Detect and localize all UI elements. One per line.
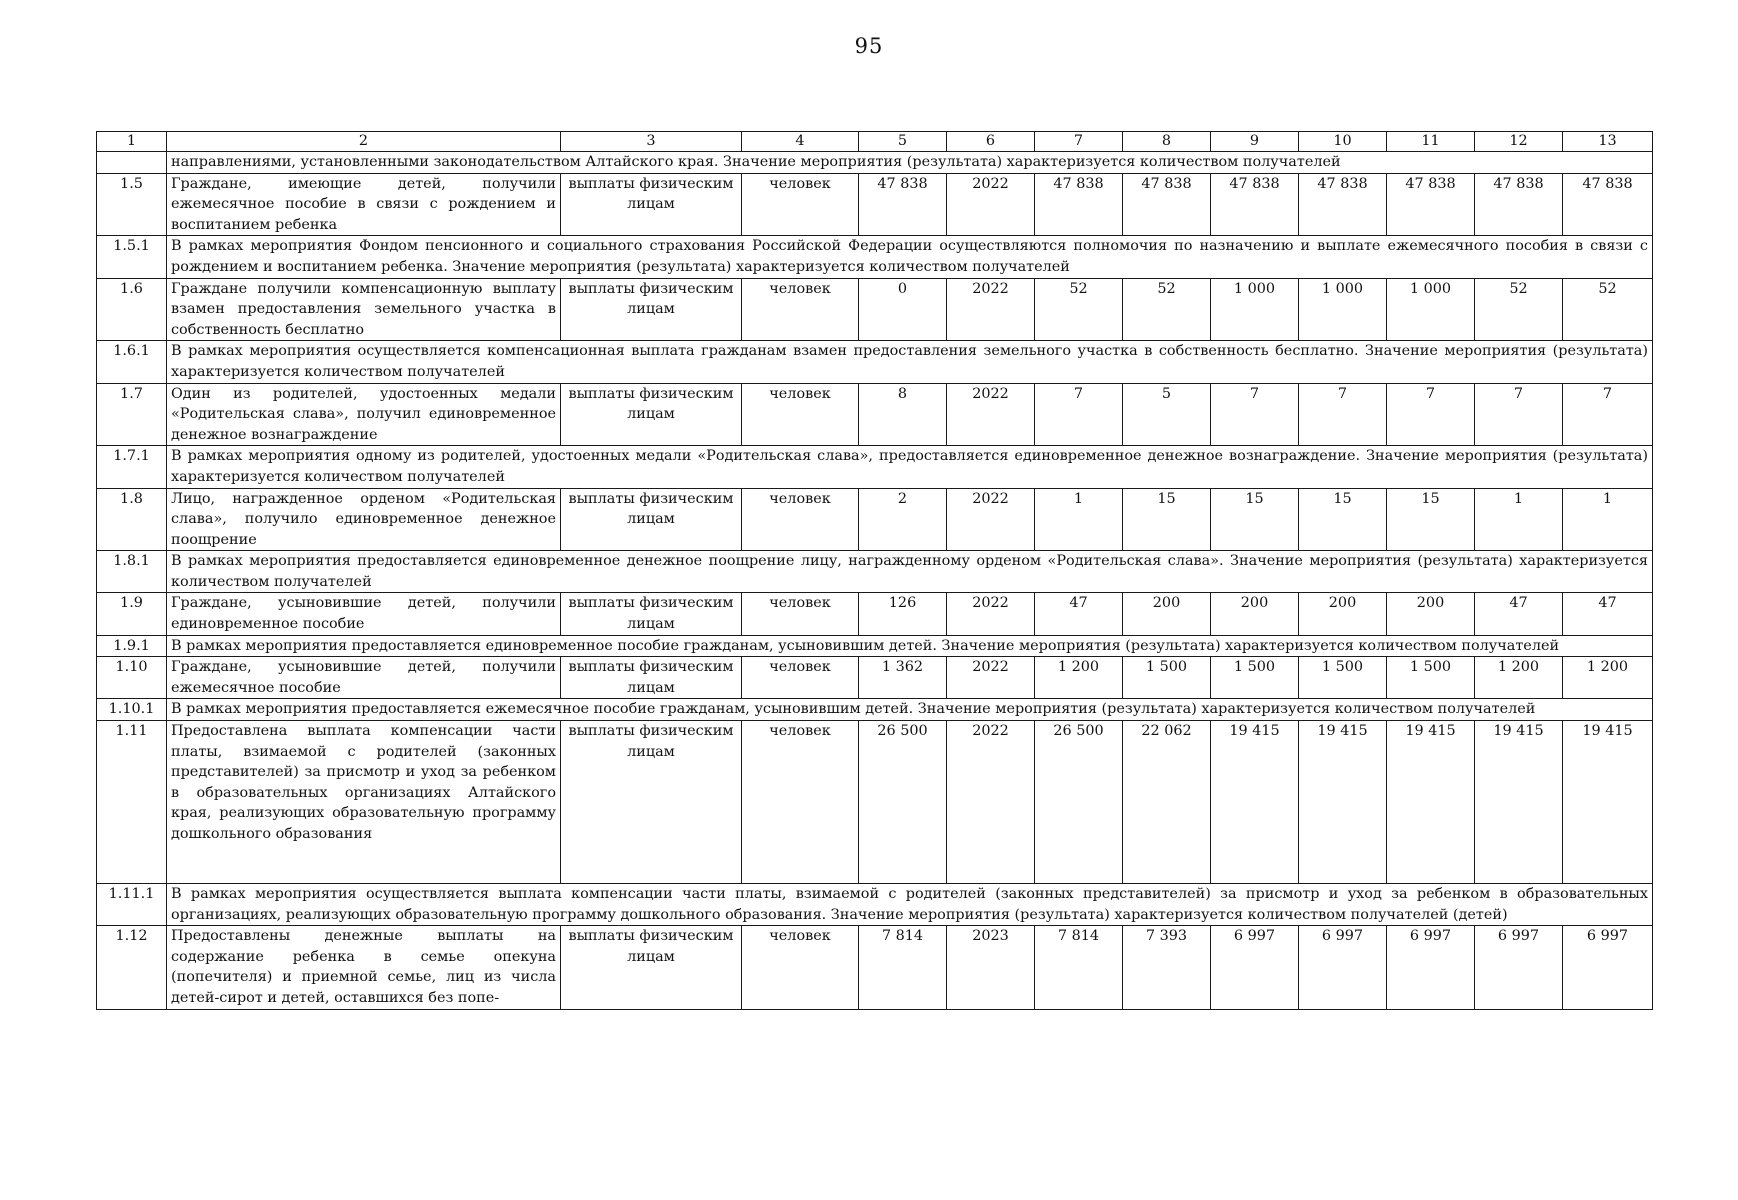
value-cell: 47 838 bbox=[1123, 173, 1211, 236]
value-cell: 6 997 bbox=[1387, 926, 1475, 1009]
note-number: 1.11.1 bbox=[97, 884, 167, 926]
value-cell: 19 415 bbox=[1475, 721, 1563, 884]
row-number: 1.5 bbox=[97, 173, 167, 236]
value-cell: 200 bbox=[1211, 593, 1299, 635]
indicator-name: Граждане, усыновившие детей, получили единовременное пособие bbox=[167, 593, 561, 635]
unit: человек bbox=[742, 278, 859, 341]
value-cell: 200 bbox=[1387, 593, 1475, 635]
row-number: 1.8 bbox=[97, 488, 167, 551]
value-cell: 7 bbox=[1475, 383, 1563, 446]
payment-type: выплаты физическим лицам bbox=[561, 383, 742, 446]
indicator-name: Предоставлены денежные выплаты на содержание ребенка в семье опекуна (попечителя) и приемной семье, лиц из числа детей-сирот и детей, оставшихся без попе- bbox=[167, 926, 561, 1009]
value-cell: 47 838 bbox=[1563, 173, 1653, 236]
payment-type: выплаты физическим лицам bbox=[561, 173, 742, 236]
value-cell: 200 bbox=[1123, 593, 1211, 635]
value-cell: 6 997 bbox=[1475, 926, 1563, 1009]
indicator-name: Лицо, награжденное орденом «Родительская слава», получило единовременное денежное поощрение bbox=[167, 488, 561, 551]
note-row bbox=[97, 446, 1653, 488]
column-header: 6 bbox=[947, 132, 1035, 152]
value-cell: 7 bbox=[1387, 383, 1475, 446]
value-cell: 6 997 bbox=[1211, 926, 1299, 1009]
value-cell: 1 000 bbox=[1299, 278, 1387, 341]
row-number: 1.7 bbox=[97, 383, 167, 446]
value-cell: 200 bbox=[1299, 593, 1387, 635]
empty-cell bbox=[97, 152, 167, 174]
column-header: 8 bbox=[1123, 132, 1211, 152]
value-cell: 47 bbox=[1035, 593, 1123, 635]
note-number: 1.8.1 bbox=[97, 551, 167, 593]
value-cell: 1 000 bbox=[1387, 278, 1475, 341]
indicator-name: Граждане получили компенсационную выплату взамен предоставления земельного участка в собственность бесплатно bbox=[167, 278, 561, 341]
value-cell: 1 200 bbox=[1475, 657, 1563, 699]
note-row bbox=[97, 884, 1653, 926]
note-row bbox=[97, 551, 1653, 593]
note-number: 1.10.1 bbox=[97, 699, 167, 721]
value-cell: 15 bbox=[1387, 488, 1475, 551]
value-cell: 5 bbox=[1123, 383, 1211, 446]
column-header: 12 bbox=[1475, 132, 1563, 152]
unit: человек bbox=[742, 721, 859, 884]
table-row bbox=[97, 488, 1653, 551]
payment-type: выплаты физическим лицам bbox=[561, 278, 742, 341]
value-cell: 1 362 bbox=[859, 657, 947, 699]
value-cell: 2023 bbox=[947, 926, 1035, 1009]
row-number: 1.10 bbox=[97, 657, 167, 699]
unit: человек bbox=[742, 488, 859, 551]
intro-note-row bbox=[97, 152, 1653, 174]
value-cell: 2022 bbox=[947, 657, 1035, 699]
value-cell: 15 bbox=[1211, 488, 1299, 551]
table-row bbox=[97, 593, 1653, 635]
value-cell: 15 bbox=[1123, 488, 1211, 551]
column-header: 11 bbox=[1387, 132, 1475, 152]
note-number: 1.5.1 bbox=[97, 236, 167, 278]
value-cell: 1 000 bbox=[1211, 278, 1299, 341]
note-text: В рамках мероприятия предоставляется единовременное денежное поощрение лицу, награжденному орденом «Родительская слава». Значение мероприятия (результата) характеризуется количеством получателей bbox=[167, 551, 1653, 593]
value-cell: 1 500 bbox=[1387, 657, 1475, 699]
value-cell: 1 500 bbox=[1211, 657, 1299, 699]
value-cell: 2022 bbox=[947, 383, 1035, 446]
value-cell: 47 838 bbox=[1475, 173, 1563, 236]
column-header: 4 bbox=[742, 132, 859, 152]
table-row bbox=[97, 278, 1653, 341]
note-row bbox=[97, 635, 1653, 657]
column-header: 3 bbox=[561, 132, 742, 152]
unit: человек bbox=[742, 173, 859, 236]
value-cell: 2022 bbox=[947, 721, 1035, 884]
value-cell: 8 bbox=[859, 383, 947, 446]
value-cell: 47 838 bbox=[1299, 173, 1387, 236]
note-text: В рамках мероприятия одному из родителей, удостоенных медали «Родительская слава», предоставляется единовременное денежное вознаграждение. Значение мероприятия (результата) характеризуется количеством получателей bbox=[167, 446, 1653, 488]
value-cell: 52 bbox=[1475, 278, 1563, 341]
value-cell: 7 814 bbox=[1035, 926, 1123, 1009]
value-cell: 126 bbox=[859, 593, 947, 635]
indicator-name: Граждане, имеющие детей, получили ежемесячное пособие в связи с рождением и воспитанием ребенка bbox=[167, 173, 561, 236]
column-number-row bbox=[97, 132, 1653, 152]
value-cell: 0 bbox=[859, 278, 947, 341]
value-cell: 6 997 bbox=[1563, 926, 1653, 1009]
note-number: 1.6.1 bbox=[97, 341, 167, 383]
note-text: В рамках мероприятия Фондом пенсионного и социального страхования Российской Федерации осуществляются полномочия по назначению и выплате ежемесячного пособия в связи с рождением и воспитанием ребенка. Значение мероприятия (результата) характеризуется количеством получателей bbox=[167, 236, 1653, 278]
value-cell: 19 415 bbox=[1299, 721, 1387, 884]
note-row bbox=[97, 341, 1653, 383]
row-number: 1.12 bbox=[97, 926, 167, 1009]
indicator-name: Граждане, усыновившие детей, получили ежемесячное пособие bbox=[167, 657, 561, 699]
column-header: 9 bbox=[1211, 132, 1299, 152]
value-cell: 7 bbox=[1035, 383, 1123, 446]
payment-type: выплаты физическим лицам bbox=[561, 926, 742, 1009]
value-cell: 1 bbox=[1475, 488, 1563, 551]
value-cell: 47 838 bbox=[1387, 173, 1475, 236]
row-number: 1.11 bbox=[97, 721, 167, 884]
note-text: В рамках мероприятия осуществляется компенсационная выплата гражданам взамен предоставления земельного участка в собственность бесплатно. Значение мероприятия (результата) характеризуется количеством получателей bbox=[167, 341, 1653, 383]
table-row bbox=[97, 721, 1653, 884]
value-cell: 22 062 bbox=[1123, 721, 1211, 884]
intro-note: направлениями, установленными законодательством Алтайского края. Значение мероприятия (результата) характеризуется количеством получателей bbox=[167, 152, 1653, 174]
page-number: 95 bbox=[854, 34, 884, 58]
payment-type: выплаты физическим лицам bbox=[561, 593, 742, 635]
value-cell: 1 bbox=[1563, 488, 1653, 551]
indicator-name: Предоставлена выплата компенсации части платы, взимаемой с родителей (законных представителей) за присмотр и уход за ребенком в образовательных организациях Алтайского края, реализующих образовательную программу дошкольного образования bbox=[167, 721, 561, 884]
column-header: 10 bbox=[1299, 132, 1387, 152]
note-text: В рамках мероприятия осуществляется выплата компенсации части платы, взимаемой с родителей (законных представителей) за присмотр и уход за ребенком в образовательных организациях, реализующих образовательную программу дошкольного образования. Значение мероприятия (результата) характеризуется количеством получателей (детей) bbox=[167, 884, 1653, 926]
column-header: 7 bbox=[1035, 132, 1123, 152]
row-number: 1.6 bbox=[97, 278, 167, 341]
column-header: 2 bbox=[167, 132, 561, 152]
value-cell: 47 838 bbox=[1211, 173, 1299, 236]
table-row bbox=[97, 926, 1653, 1009]
value-cell: 7 bbox=[1211, 383, 1299, 446]
value-cell: 2022 bbox=[947, 278, 1035, 341]
value-cell: 7 393 bbox=[1123, 926, 1211, 1009]
value-cell: 26 500 bbox=[1035, 721, 1123, 884]
value-cell: 15 bbox=[1299, 488, 1387, 551]
value-cell: 47 bbox=[1475, 593, 1563, 635]
note-row bbox=[97, 236, 1653, 278]
column-header: 13 bbox=[1563, 132, 1653, 152]
value-cell: 2022 bbox=[947, 173, 1035, 236]
value-cell: 47 838 bbox=[1035, 173, 1123, 236]
value-cell: 47 838 bbox=[859, 173, 947, 236]
table-row bbox=[97, 383, 1653, 446]
indicators-table bbox=[96, 131, 1653, 1010]
note-number: 1.9.1 bbox=[97, 635, 167, 657]
value-cell: 2022 bbox=[947, 593, 1035, 635]
value-cell: 47 bbox=[1563, 593, 1653, 635]
unit: человек bbox=[742, 383, 859, 446]
value-cell: 7 814 bbox=[859, 926, 947, 1009]
row-number: 1.9 bbox=[97, 593, 167, 635]
value-cell: 19 415 bbox=[1211, 721, 1299, 884]
unit: человек bbox=[742, 926, 859, 1009]
value-cell: 1 200 bbox=[1563, 657, 1653, 699]
value-cell: 7 bbox=[1563, 383, 1653, 446]
value-cell: 52 bbox=[1563, 278, 1653, 341]
value-cell: 19 415 bbox=[1563, 721, 1653, 884]
value-cell: 1 bbox=[1035, 488, 1123, 551]
payment-type: выплаты физическим лицам bbox=[561, 657, 742, 699]
value-cell: 7 bbox=[1299, 383, 1387, 446]
value-cell: 2022 bbox=[947, 488, 1035, 551]
note-row bbox=[97, 699, 1653, 721]
note-number: 1.7.1 bbox=[97, 446, 167, 488]
payment-type: выплаты физическим лицам bbox=[561, 488, 742, 551]
value-cell: 52 bbox=[1035, 278, 1123, 341]
payment-type: выплаты физическим лицам bbox=[561, 721, 742, 884]
note-text: В рамках мероприятия предоставляется ежемесячное пособие гражданам, усыновившим детей. Значение мероприятия (результата) характеризуется количеством получателей bbox=[167, 699, 1653, 721]
value-cell: 19 415 bbox=[1387, 721, 1475, 884]
value-cell: 2 bbox=[859, 488, 947, 551]
unit: человек bbox=[742, 593, 859, 635]
value-cell: 52 bbox=[1123, 278, 1211, 341]
column-header: 5 bbox=[859, 132, 947, 152]
unit: человек bbox=[742, 657, 859, 699]
value-cell: 26 500 bbox=[859, 721, 947, 884]
value-cell: 1 500 bbox=[1299, 657, 1387, 699]
column-header: 1 bbox=[97, 132, 167, 152]
value-cell: 6 997 bbox=[1299, 926, 1387, 1009]
table-row bbox=[97, 173, 1653, 236]
indicator-name: Один из родителей, удостоенных медали «Родительская слава», получил единовременное денежное вознаграждение bbox=[167, 383, 561, 446]
table-row bbox=[97, 657, 1653, 699]
note-text: В рамках мероприятия предоставляется единовременное пособие гражданам, усыновившим детей. Значение мероприятия (результата) характеризуется количеством получателей bbox=[167, 635, 1653, 657]
value-cell: 1 500 bbox=[1123, 657, 1211, 699]
value-cell: 1 200 bbox=[1035, 657, 1123, 699]
